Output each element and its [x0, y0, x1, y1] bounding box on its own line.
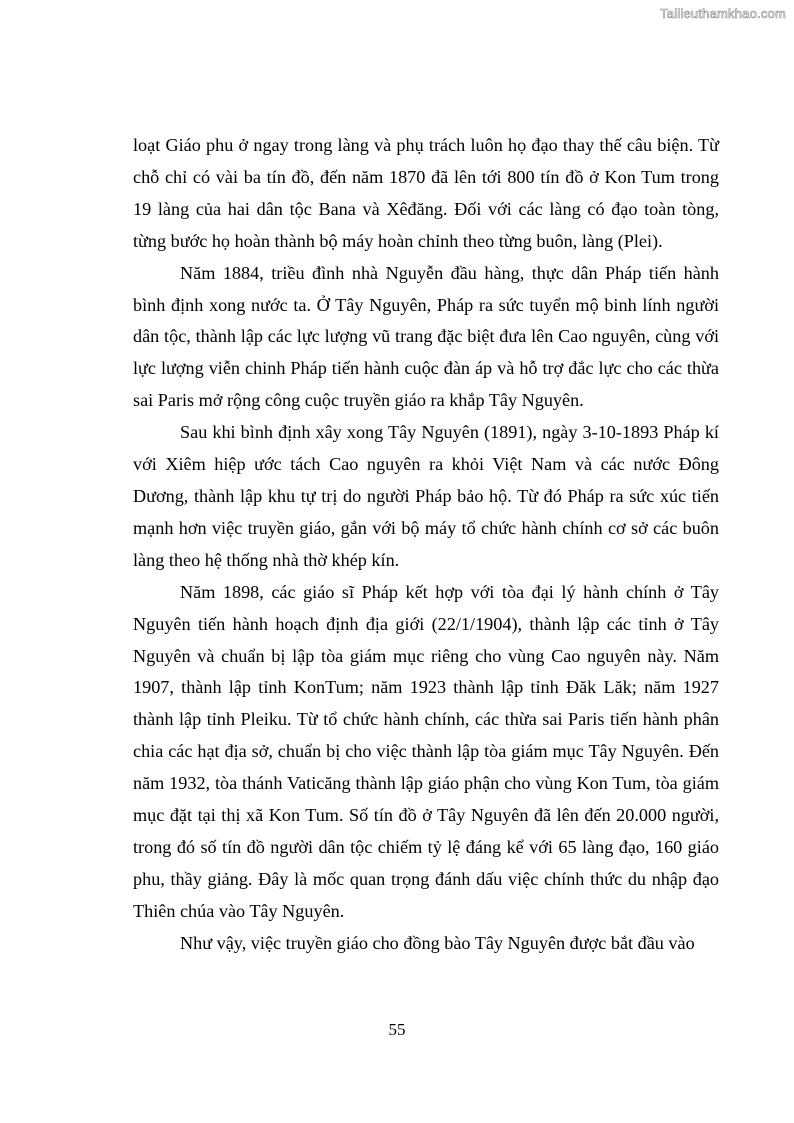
document-body [133, 130, 719, 960]
paragraph-4: Năm 1898, các giáo sĩ Pháp kết hợp với tòa đại lý hành chính ở Tây Nguyên tiến hành hoạch định địa giới (22/1/1904), thành lập các tỉnh ở Tây Nguyên và chuẩn bị lập tòa giám mục riêng cho vùng Cao nguyên này. Năm 1907, thành lập tỉnh KonTum; năm 1923 thành lập tỉnh Đăk Lăk; năm 1927 thành lập tỉnh Pleiku. Từ tổ chức hành chính, các thừa sai Paris tiến hành phân chia các hạt địa sở, chuẩn bị cho việc thành lập tòa giám mục Tây Nguyên. Đến năm 1932, tòa thánh Vaticăng thành lập giáo phận cho vùng Kon Tum, tòa giám mục đặt tại thị xã Kon Tum. Số tín đồ ở Tây Nguyên đã lên đến 20.000 người, trong đó số tín đồ người dân tộc chiếm tỷ lệ đáng kể với 65 làng đạo, 160 giáo phu, thầy giảng. Đây là mốc quan trọng đánh dấu việc chính thức du nhập đạo Thiên chúa vào Tây Nguyên. [133, 581, 719, 921]
paragraph-2: Năm 1884, triều đình nhà Nguyễn đầu hàng, thực dân Pháp tiến hành bình định xong nước ta. Ở Tây Nguyên, Pháp ra sức tuyển mộ binh lính người dân tộc, thành lập các lực lượng vũ trang đặc biệt đưa lên Cao nguyên, cùng với lực lượng viễn chinh Pháp tiến hành cuộc đàn áp và hỗ trợ đắc lực cho các thừa sai Paris mở rộng công cuộc truyền giáo ra khắp Tây Nguyên. [133, 262, 719, 411]
watermark-text: Tailieuthamkhao.com [660, 6, 786, 21]
paragraph-3: Sau khi bình định xây xong Tây Nguyên (1891), ngày 3-10-1893 Pháp kí với Xiêm hiệp ước tách Cao nguyên ra khỏi Việt Nam và các nước Đông Dương, thành lập khu tự trị do người Pháp bảo hộ. Từ đó Pháp ra sức xúc tiến mạnh hơn việc truyền giáo, gắn với bộ máy tổ chức hành chính cơ sở các buôn làng theo hệ thống nhà thờ khép kín. [133, 422, 719, 570]
paragraph-5: Như vậy, việc truyền giáo cho đồng bào Tây Nguyên được bắt đầu vào [180, 932, 695, 953]
paragraph-1: loạt Giáo phu ở ngay trong làng và phụ trách luôn họ đạo thay thế câu biện. Từ chỗ chỉ có vài ba tín đồ, đến năm 1870 đã lên tới 800 tín đồ ở Kon Tum trong 19 làng của hai dân tộc Bana và Xêđăng. Đối với các làng có đạo toàn tòng, từng bước họ hoàn thành bộ máy hoàn chỉnh theo từng buôn, làng (Plei). [133, 135, 719, 251]
page-number: 55 [388, 1020, 406, 1039]
